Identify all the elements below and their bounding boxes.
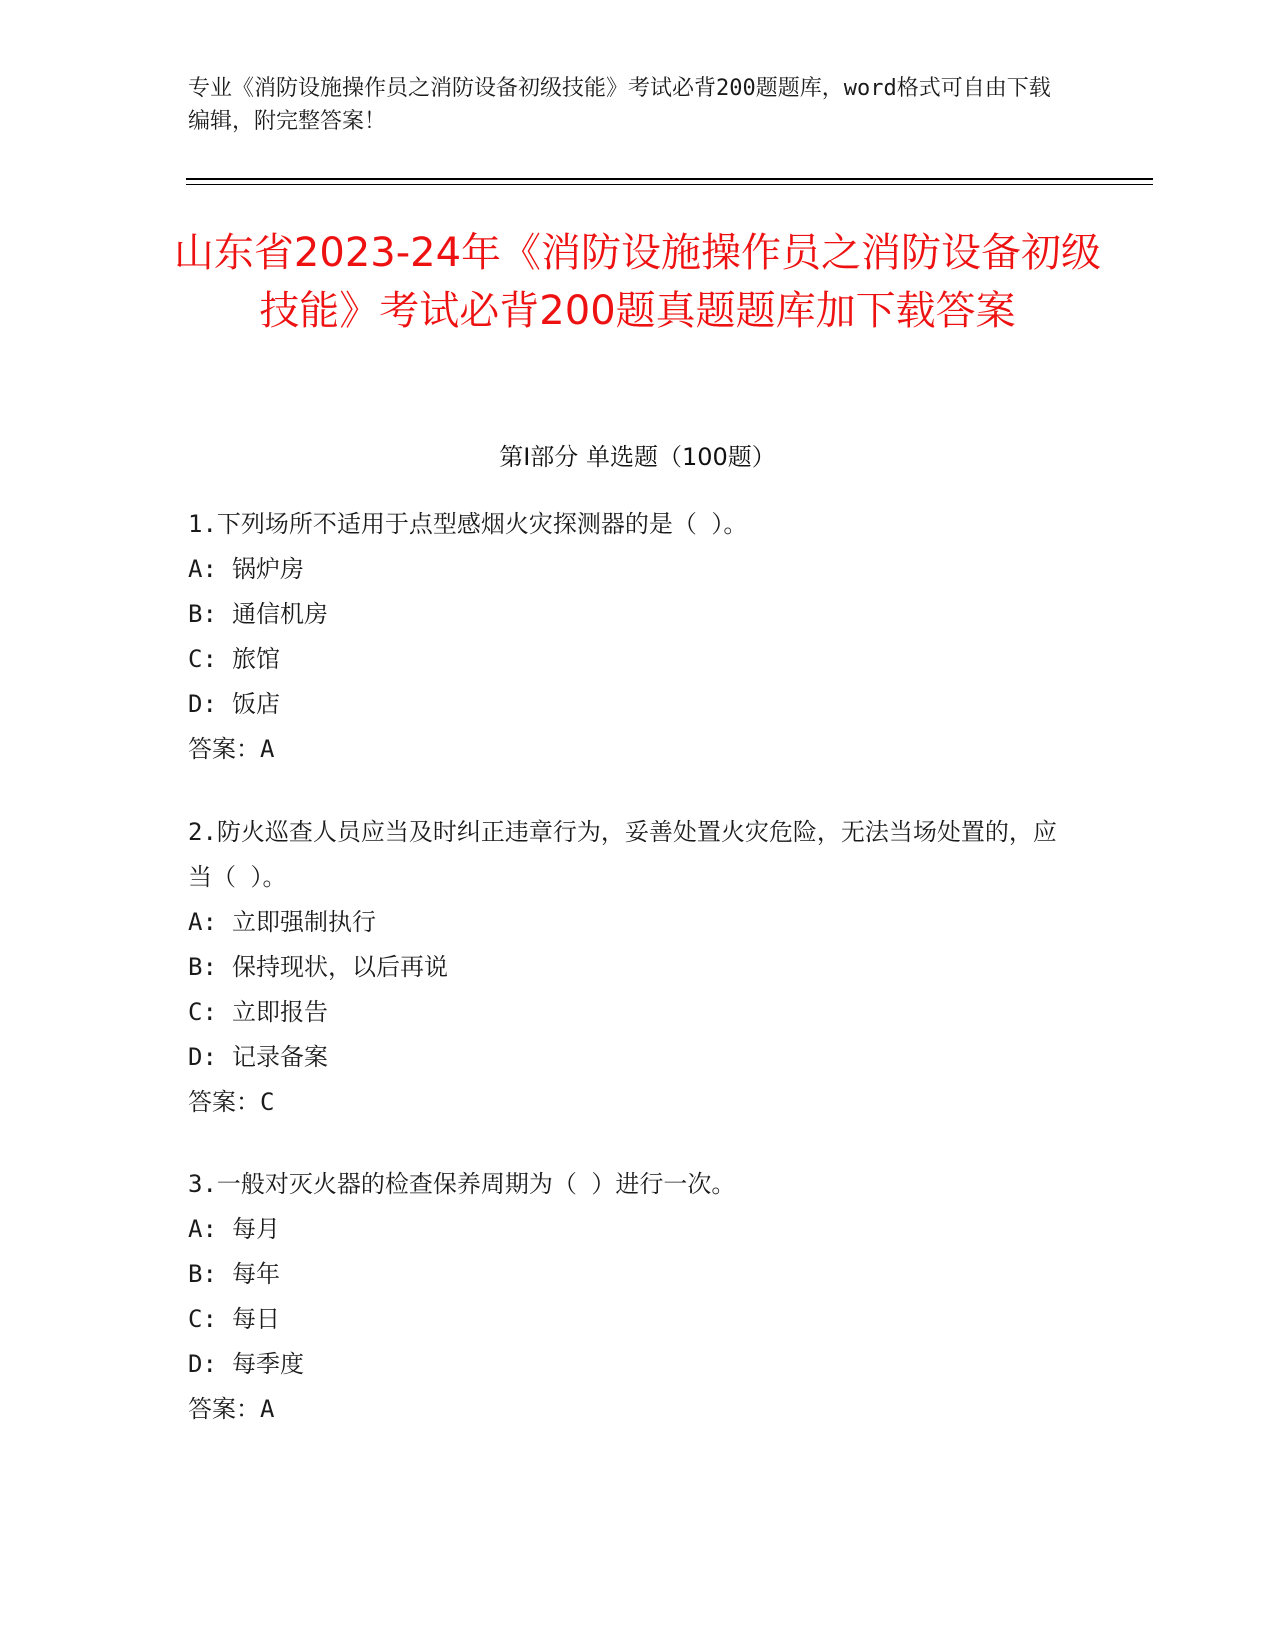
option-text: 通信机房 bbox=[232, 600, 328, 628]
option-c bbox=[188, 1297, 1068, 1342]
answer-value: A bbox=[260, 735, 275, 763]
answer-label: 答案： bbox=[188, 1395, 260, 1423]
answer-label: 答案： bbox=[188, 735, 260, 763]
option-text: 每日 bbox=[232, 1305, 280, 1333]
header-divider-thin bbox=[186, 184, 1153, 185]
option-letter: A: bbox=[188, 555, 217, 583]
option-letter: A: bbox=[188, 1215, 217, 1243]
option-d bbox=[188, 682, 1068, 727]
question-stem: 1.下列场所不适用于点型感烟火灾探测器的是（ ）。 bbox=[188, 510, 748, 538]
option-text: 每季度 bbox=[232, 1350, 304, 1378]
option-letter: D: bbox=[188, 1043, 217, 1071]
option-d bbox=[188, 1035, 1068, 1080]
option-letter: C: bbox=[188, 1305, 217, 1333]
question-stem: 3.一般对灭火器的检查保养周期为（ ）进行一次。 bbox=[188, 1170, 736, 1198]
option-text: 立即强制执行 bbox=[232, 908, 376, 936]
question-2 bbox=[188, 810, 1068, 1125]
option-letter: D: bbox=[188, 1350, 217, 1378]
answer-value: C bbox=[260, 1088, 275, 1116]
section-title: 第I部分 单选题（100题） bbox=[499, 443, 776, 471]
option-a bbox=[188, 1207, 1068, 1252]
option-letter: B: bbox=[188, 1260, 217, 1288]
question-3 bbox=[188, 1162, 1068, 1432]
option-letter: B: bbox=[188, 600, 217, 628]
answer-line bbox=[188, 727, 1068, 772]
option-letter: D: bbox=[188, 690, 217, 718]
document-title: 山东省2023-24年《消防设施操作员之消防设备初级技能》考试必背200题真题题库加下载答案 bbox=[173, 230, 1102, 334]
option-text: 锅炉房 bbox=[232, 555, 304, 583]
option-d bbox=[188, 1342, 1068, 1387]
option-a bbox=[188, 547, 1068, 592]
answer-value: A bbox=[260, 1395, 275, 1423]
option-letter: A: bbox=[188, 908, 217, 936]
answer-label: 答案： bbox=[188, 1088, 260, 1116]
option-text: 每年 bbox=[232, 1260, 280, 1288]
option-text: 记录备案 bbox=[232, 1043, 328, 1071]
answer-line bbox=[188, 1387, 1068, 1432]
option-text: 旅馆 bbox=[232, 645, 280, 673]
option-c bbox=[188, 990, 1068, 1035]
option-b bbox=[188, 945, 1068, 990]
option-letter: B: bbox=[188, 953, 217, 981]
option-c bbox=[188, 637, 1068, 682]
answer-line bbox=[188, 1080, 1068, 1125]
header-note: 专业《消防设施操作员之消防设备初级技能》考试必背200题题库，word格式可自由下载编辑，附完整答案！ bbox=[188, 76, 1051, 134]
option-text: 饭店 bbox=[232, 690, 280, 718]
option-text: 保持现状，以后再说 bbox=[232, 953, 448, 981]
option-text: 每月 bbox=[232, 1215, 280, 1243]
question-1 bbox=[188, 502, 1068, 772]
question-stem: 2.防火巡查人员应当及时纠正违章行为，妥善处置火灾危险，无法当场处置的，应当（ ）。 bbox=[188, 818, 1057, 891]
option-letter: C: bbox=[188, 998, 217, 1026]
option-a bbox=[188, 900, 1068, 945]
option-b bbox=[188, 592, 1068, 637]
header-divider-thick bbox=[186, 178, 1153, 180]
option-letter: C: bbox=[188, 645, 217, 673]
option-text: 立即报告 bbox=[232, 998, 328, 1026]
option-b bbox=[188, 1252, 1068, 1297]
